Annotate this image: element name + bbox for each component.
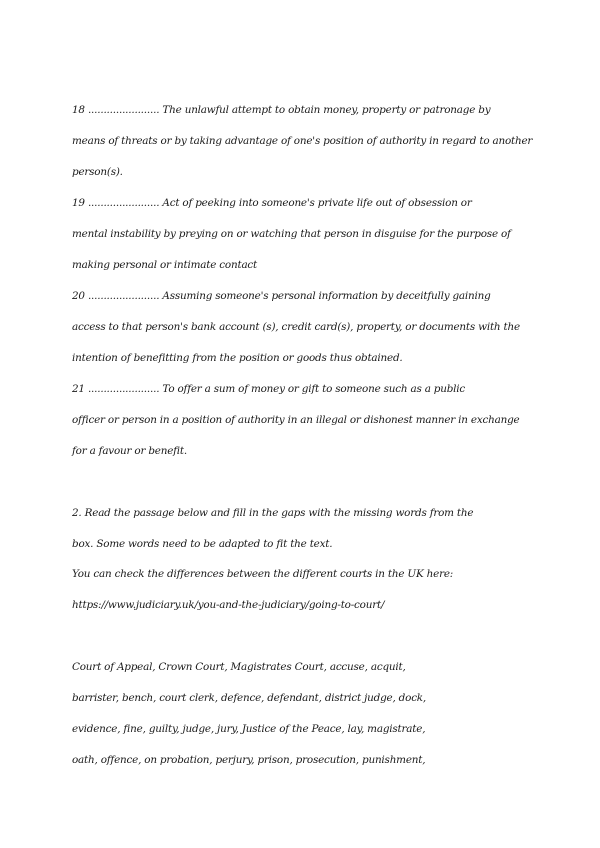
exercise-2-note: You can check the differences between the different courts in the UK here: <box>72 568 454 580</box>
exercise-2-instruction: box. Some words need to be adapted to fit the text. <box>72 538 333 550</box>
definition-text: Assuming someone's personal information by deceitfully gaining <box>162 290 491 302</box>
item-19-first-line <box>72 197 472 209</box>
definition-text: To offer a sum of money or gift to someone such as a public <box>162 383 466 395</box>
definition-text: Act of peeking into someone's private life out of obsession or <box>162 197 472 209</box>
item-number: 18 <box>72 104 85 116</box>
answer-blank: ....................... <box>87 290 160 302</box>
definition-text: access to that person's bank account (s), credit card(s), property, or documents with the <box>72 321 520 333</box>
item-number: 19 <box>72 197 85 209</box>
definition-text: mental instability by preying on or watching that person in disguise for the purpose of <box>72 228 511 240</box>
word-box-line: Court of Appeal, Crown Court, Magistrates Court, accuse, acquit, <box>72 661 406 673</box>
item-20-first-line <box>72 290 491 302</box>
word-box-line: oath, offence, on probation, perjury, prison, prosecution, punishment, <box>72 754 426 766</box>
answer-blank: ....................... <box>87 383 160 395</box>
definition-text: The unlawful attempt to obtain money, property or patronage by <box>162 104 491 116</box>
exercise-2-instruction: 2. Read the passage below and fill in the gaps with the missing words from the <box>72 507 474 519</box>
item-number: 20 <box>72 290 85 302</box>
definition-text: person(s). <box>72 166 123 178</box>
answer-blank: ....................... <box>87 197 160 209</box>
courts-link[interactable]: https://www.judiciary.uk/you-and-the-judiciary/going-to-court/ <box>72 599 385 611</box>
definition-text: for a favour or benefit. <box>72 445 188 457</box>
word-box-line: barrister, bench, court clerk, defence, defendant, district judge, dock, <box>72 692 427 704</box>
answer-blank: ....................... <box>87 104 160 116</box>
definition-text: officer or person in a position of authority in an illegal or dishonest manner in exchange <box>72 414 520 426</box>
item-18-first-line <box>72 104 490 116</box>
definition-text: making personal or intimate contact <box>72 259 258 271</box>
item-number: 21 <box>72 383 85 395</box>
definition-text: means of threats or by taking advantage of one's position of authority in regard to another <box>72 135 533 147</box>
item-21-first-line <box>72 383 465 395</box>
word-box-line: evidence, fine, guilty, judge, jury, Justice of the Peace, lay, magistrate, <box>72 723 426 735</box>
definition-text: intention of benefitting from the position or goods thus obtained. <box>72 352 403 364</box>
